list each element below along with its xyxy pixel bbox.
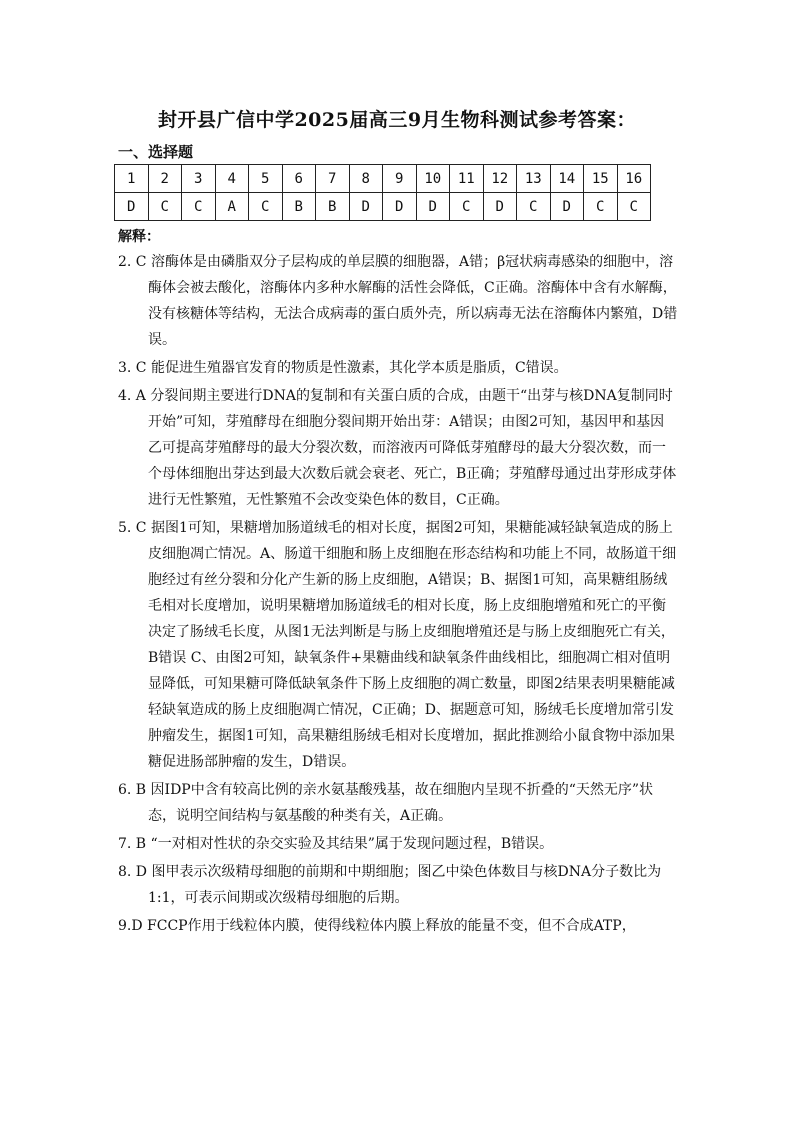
question-number-cell: 12 xyxy=(483,165,517,193)
question-number-cell: 7 xyxy=(316,165,350,193)
answer-cell: C xyxy=(584,193,618,221)
question-number-cell: 15 xyxy=(584,165,618,193)
question-number-cell: 1 xyxy=(115,165,149,193)
answer-cell: C xyxy=(617,193,651,221)
answer-cell: D xyxy=(550,193,584,221)
answer-table xyxy=(114,164,651,221)
answer-cell: D xyxy=(349,193,383,221)
explanation-list xyxy=(118,249,678,941)
answer-cell: C xyxy=(249,193,283,221)
question-number-cell: 6 xyxy=(282,165,316,193)
question-number-cell: 5 xyxy=(249,165,283,193)
explanation-heading: 解释： xyxy=(118,229,160,245)
page-title: 封开县广信中学2025届高三9月生物科测试参考答案： xyxy=(157,109,637,131)
explanation-item: 8. D 图甲表示次级精母细胞的前期和中期细胞；图乙中染色体数目与核DNA分子数比为1:1，可表示间期或次级精母细胞的后期。 xyxy=(118,864,662,906)
section-heading: 一、选择题 xyxy=(118,143,194,161)
question-number-cell: 4 xyxy=(215,165,249,193)
question-number-cell: 8 xyxy=(349,165,383,193)
explanation-item: 7. B “一对相对性状的杂交实验及其结果”属于发现问题过程，B错误。 xyxy=(118,836,554,852)
explanation-item: 3. C 能促进生殖器官发育的物质是性激素，其化学本质是脂质，C错误。 xyxy=(118,360,568,376)
explanation-item: 6. B 因IDP中含有较高比例的亲水氨基酸残基，故在细胞内呈现不折叠的“天然无序”状态，说明空间结构与氨基酸的种类有关，A正确。 xyxy=(118,782,654,824)
question-number-cell: 3 xyxy=(182,165,216,193)
answer-cell: D xyxy=(483,193,517,221)
answer-cell: C xyxy=(517,193,551,221)
question-number-cell: 13 xyxy=(517,165,551,193)
answer-row xyxy=(115,193,651,221)
question-number-cell: 10 xyxy=(416,165,450,193)
answer-cell: C xyxy=(450,193,484,221)
answer-cell: C xyxy=(182,193,216,221)
answer-cell: D xyxy=(416,193,450,221)
explanation-item: 9.D FCCP作用于线粒体内膜，使得线粒体内膜上释放的能量不变，但不合成ATP， xyxy=(118,918,636,934)
question-number-cell: 16 xyxy=(617,165,651,193)
question-number-cell: 11 xyxy=(450,165,484,193)
answer-cell: A xyxy=(215,193,249,221)
question-number-cell: 2 xyxy=(148,165,182,193)
explanation-item: 5. C 据图1可知，果糖增加肠道绒毛的相对长度，据图2可知，果糖能减轻缺氧造成的肠上皮细胞凋亡情况。A、肠道干细胞和肠上皮细胞在形态结构和功能上不同，故肠道干细胞经过有丝分裂和分化产生新的肠上皮细胞，A错误；B、据图1可知，高果糖组肠绒毛相对长度增加，说明果糖增加肠道绒毛的相对长度，肠上皮细胞增殖和死亡的平衡决定了肠绒毛长度，从图1无法判断是与肠上皮细胞增殖还是与肠上皮细胞死亡有关，B错误 C、由图2可知，缺氧条件+果糖曲线和缺氧条件曲线相比，细胞凋亡相对值明显降低，可知果糖可降低缺氧条件下肠上皮细胞的凋亡数量，即图2结果表明果糖能减轻缺氧造成的肠上皮细胞凋亡情况，C正确；D、据题意可知，肠绒毛长度增加常引发肿瘤发生，据图1可知，高果糖组肠绒毛相对长度增加，据此推测给小鼠食物中添加果糖促进肠部肿瘤的发生，D错误。 xyxy=(118,520,677,770)
answer-cell: B xyxy=(316,193,350,221)
question-number-row xyxy=(115,165,651,193)
answer-cell: D xyxy=(383,193,417,221)
answer-cell: D xyxy=(115,193,149,221)
answer-cell: B xyxy=(282,193,316,221)
question-number-cell: 9 xyxy=(383,165,417,193)
question-number-cell: 14 xyxy=(550,165,584,193)
explanation-item: 4. A 分裂间期主要进行DNA的复制和有关蛋白质的合成，由题干“出芽与核DNA复制同时开始”可知，芽殖酵母在细胞分裂间期开始出芽：A错误；由图2可知，基因甲和基因乙可提高芽殖酵母的最大分裂次数，而溶液丙可降低芽殖酵母的最大分裂次数，而一个母体细胞出芽达到最大次数后就会衰老、死亡，B正确；芽殖酵母通过出芽形成芽体进行无性繁殖，无性繁殖不会改变染色体的数目，C正确。 xyxy=(118,388,677,508)
explanation-item: 2. C 溶酶体是由磷脂双分子层构成的单层膜的细胞器，A错；β冠状病毒感染的细胞中，溶酶体会被去酸化，溶酶体内多种水解酶的活性会降低，C正确。溶酶体中含有水解酶，没有核糖体等结构，无法合成病毒的蛋白质外壳，所以病毒无法在溶酶体内繁殖，D错误。 xyxy=(118,254,678,348)
answer-cell: C xyxy=(148,193,182,221)
